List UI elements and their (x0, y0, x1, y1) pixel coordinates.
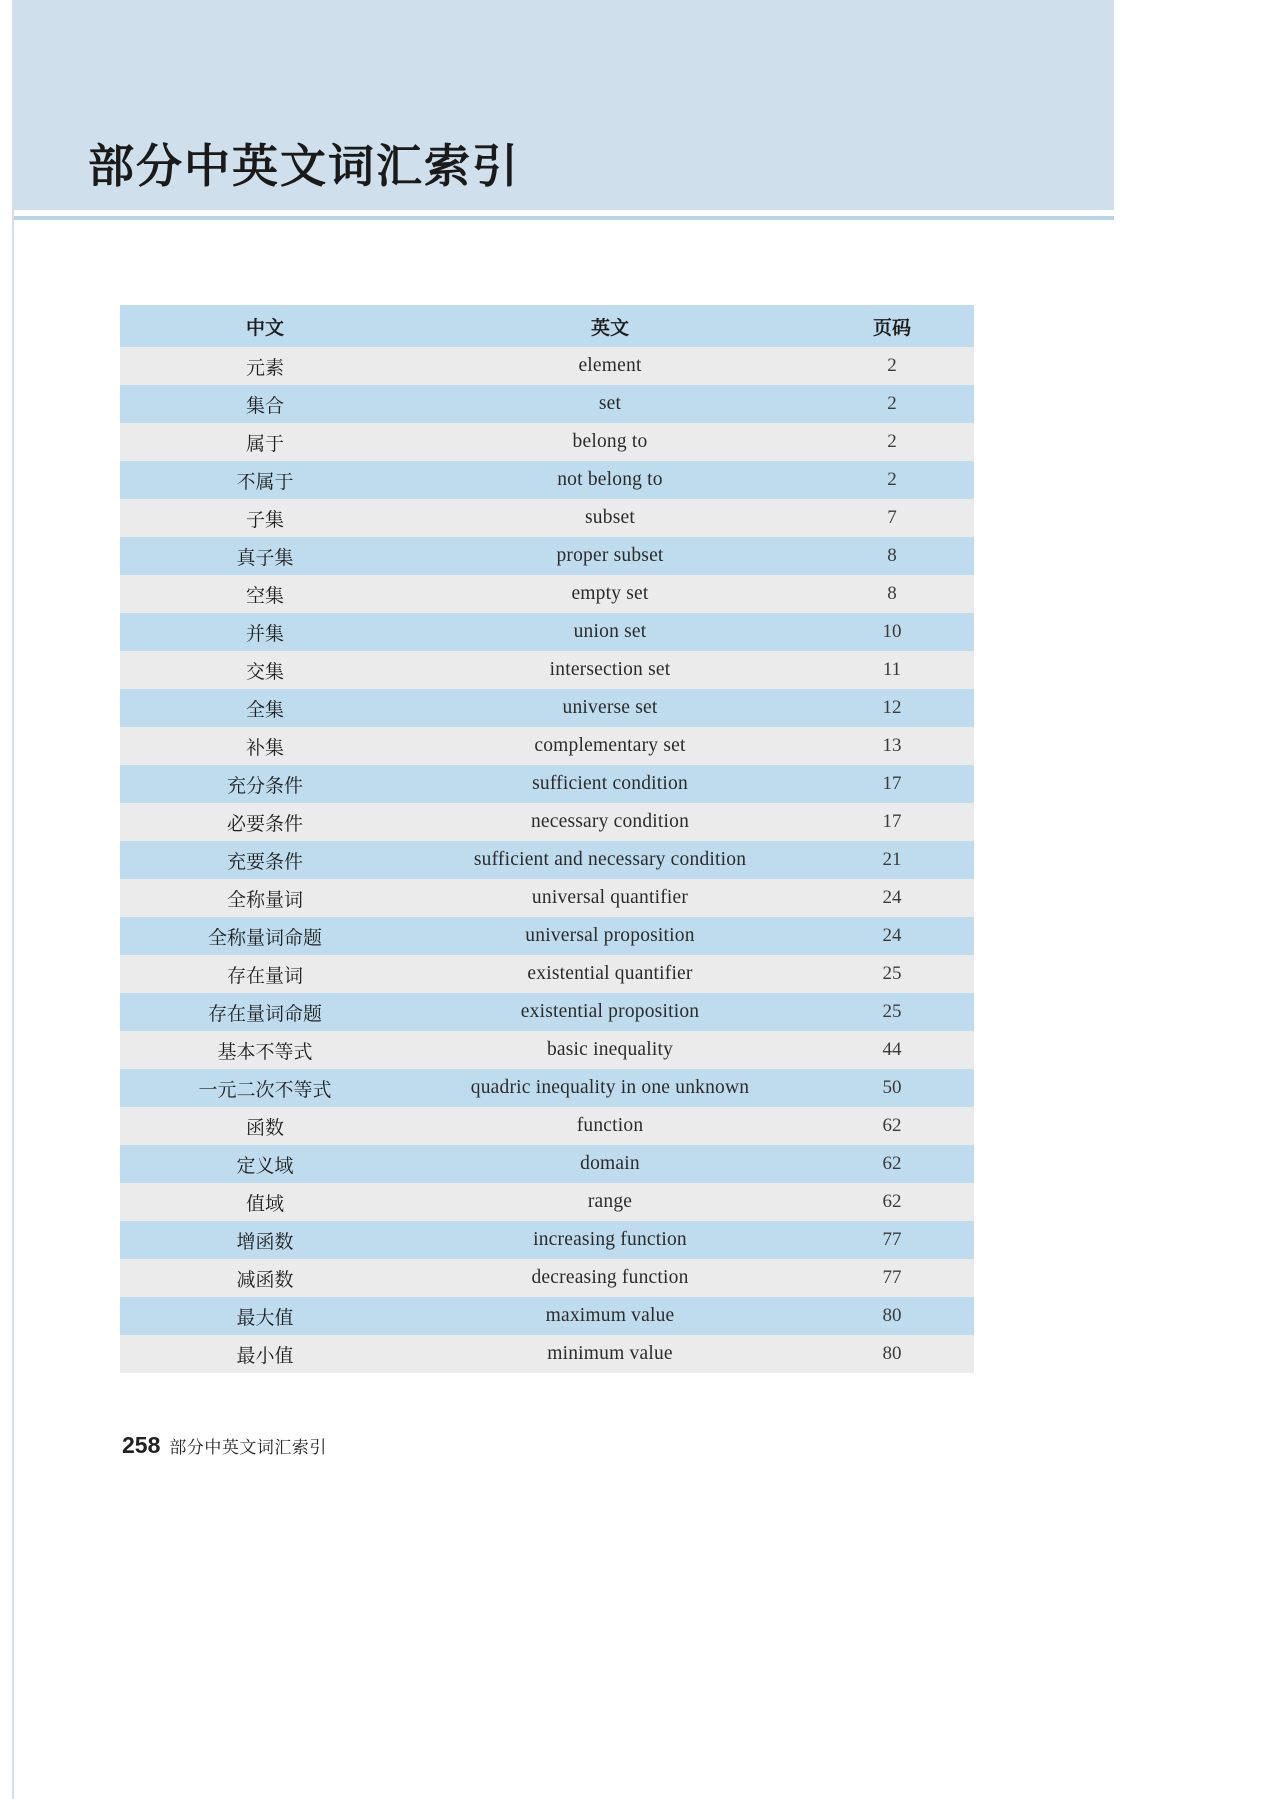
table-row (120, 955, 974, 993)
cell-chinese-term: 增函数 (120, 1221, 410, 1259)
cell-english-term: necessary condition (410, 803, 810, 841)
table-row (120, 1221, 974, 1259)
cell-english-term: universal quantifier (410, 879, 810, 917)
cell-chinese-term: 全称量词 (120, 879, 410, 917)
cell-page-number: 80 (810, 1297, 974, 1335)
column-header-chinese: 中文 (120, 305, 410, 347)
cell-page-number: 2 (810, 461, 974, 499)
cell-english-term: existential proposition (410, 993, 810, 1031)
cell-english-term: maximum value (410, 1297, 810, 1335)
cell-chinese-term: 属于 (120, 423, 410, 461)
cell-english-term: existential quantifier (410, 955, 810, 993)
cell-page-number: 7 (810, 499, 974, 537)
cell-page-number: 8 (810, 537, 974, 575)
table-row (120, 841, 974, 879)
cell-chinese-term: 减函数 (120, 1259, 410, 1297)
cell-page-number: 50 (810, 1069, 974, 1107)
cell-page-number: 62 (810, 1183, 974, 1221)
table-row (120, 347, 974, 385)
cell-chinese-term: 全称量词命题 (120, 917, 410, 955)
column-header-english: 英文 (410, 305, 810, 347)
table-row (120, 575, 974, 613)
cell-page-number: 24 (810, 917, 974, 955)
cell-english-term: set (410, 385, 810, 423)
table-row (120, 651, 974, 689)
table-row (120, 689, 974, 727)
cell-page-number: 80 (810, 1335, 974, 1373)
cell-english-term: element (410, 347, 810, 385)
table-row (120, 1335, 974, 1373)
cell-english-term: minimum value (410, 1335, 810, 1373)
cell-chinese-term: 最大值 (120, 1297, 410, 1335)
footer-section-label: 部分中英文词汇索引 (169, 1438, 327, 1457)
page-number: 258 (122, 1432, 161, 1458)
cell-page-number: 13 (810, 727, 974, 765)
vocab-table (120, 305, 974, 1373)
cell-english-term: not belong to (410, 461, 810, 499)
cell-page-number: 2 (810, 347, 974, 385)
cell-english-term: union set (410, 613, 810, 651)
table-row (120, 385, 974, 423)
cell-english-term: function (410, 1107, 810, 1145)
table-row (120, 613, 974, 651)
header-rule-white-2 (14, 220, 1114, 223)
cell-english-term: range (410, 1183, 810, 1221)
cell-english-term: sufficient condition (410, 765, 810, 803)
cell-page-number: 77 (810, 1259, 974, 1297)
cell-chinese-term: 空集 (120, 575, 410, 613)
cell-english-term: universal proposition (410, 917, 810, 955)
cell-chinese-term: 最小值 (120, 1335, 410, 1373)
cell-page-number: 25 (810, 955, 974, 993)
table-row (120, 1183, 974, 1221)
cell-page-number: 77 (810, 1221, 974, 1259)
cell-chinese-term: 函数 (120, 1107, 410, 1145)
cell-page-number: 2 (810, 423, 974, 461)
table-row (120, 1259, 974, 1297)
cell-english-term: belong to (410, 423, 810, 461)
cell-english-term: complementary set (410, 727, 810, 765)
cell-page-number: 24 (810, 879, 974, 917)
cell-page-number: 62 (810, 1145, 974, 1183)
table-row (120, 993, 974, 1031)
cell-chinese-term: 子集 (120, 499, 410, 537)
cell-chinese-term: 全集 (120, 689, 410, 727)
cell-chinese-term: 真子集 (120, 537, 410, 575)
cell-english-term: subset (410, 499, 810, 537)
table-row (120, 1297, 974, 1335)
cell-page-number: 12 (810, 689, 974, 727)
cell-chinese-term: 必要条件 (120, 803, 410, 841)
table-row (120, 917, 974, 955)
cell-chinese-term: 充要条件 (120, 841, 410, 879)
cell-page-number: 17 (810, 803, 974, 841)
table-row (120, 1145, 974, 1183)
cell-chinese-term: 定义域 (120, 1145, 410, 1183)
cell-page-number: 44 (810, 1031, 974, 1069)
cell-chinese-term: 值域 (120, 1183, 410, 1221)
table-row (120, 727, 974, 765)
cell-chinese-term: 元素 (120, 347, 410, 385)
cell-page-number: 8 (810, 575, 974, 613)
table-row (120, 423, 974, 461)
cell-english-term: empty set (410, 575, 810, 613)
vocabulary-index-table (120, 305, 974, 1373)
cell-chinese-term: 不属于 (120, 461, 410, 499)
page-left-rule (12, 0, 14, 1799)
page-right-margin (1114, 0, 1287, 1799)
column-header-page: 页码 (810, 305, 974, 347)
table-row (120, 537, 974, 575)
cell-page-number: 17 (810, 765, 974, 803)
cell-chinese-term: 存在量词 (120, 955, 410, 993)
cell-chinese-term: 交集 (120, 651, 410, 689)
cell-page-number: 21 (810, 841, 974, 879)
cell-chinese-term: 补集 (120, 727, 410, 765)
table-row (120, 1069, 974, 1107)
table-row (120, 879, 974, 917)
page-footer (122, 1432, 327, 1459)
table-row (120, 461, 974, 499)
cell-english-term: sufficient and necessary condition (410, 841, 810, 879)
table-row (120, 803, 974, 841)
table-row (120, 1031, 974, 1069)
cell-english-term: intersection set (410, 651, 810, 689)
cell-page-number: 10 (810, 613, 974, 651)
cell-english-term: decreasing function (410, 1259, 810, 1297)
table-row (120, 765, 974, 803)
cell-page-number: 25 (810, 993, 974, 1031)
cell-chinese-term: 一元二次不等式 (120, 1069, 410, 1107)
cell-english-term: universe set (410, 689, 810, 727)
cell-english-term: domain (410, 1145, 810, 1183)
cell-english-term: proper subset (410, 537, 810, 575)
cell-english-term: quadric inequality in one unknown (410, 1069, 810, 1107)
cell-page-number: 62 (810, 1107, 974, 1145)
table-row (120, 499, 974, 537)
page-title: 部分中英文词汇索引 (88, 140, 520, 192)
cell-chinese-term: 基本不等式 (120, 1031, 410, 1069)
cell-page-number: 2 (810, 385, 974, 423)
cell-page-number: 11 (810, 651, 974, 689)
cell-chinese-term: 集合 (120, 385, 410, 423)
cell-chinese-term: 充分条件 (120, 765, 410, 803)
cell-chinese-term: 存在量词命题 (120, 993, 410, 1031)
table-row (120, 1107, 974, 1145)
table-head (120, 305, 974, 347)
cell-chinese-term: 并集 (120, 613, 410, 651)
table-body (120, 347, 974, 1373)
cell-english-term: increasing function (410, 1221, 810, 1259)
cell-english-term: basic inequality (410, 1031, 810, 1069)
table-header-row (120, 305, 974, 347)
